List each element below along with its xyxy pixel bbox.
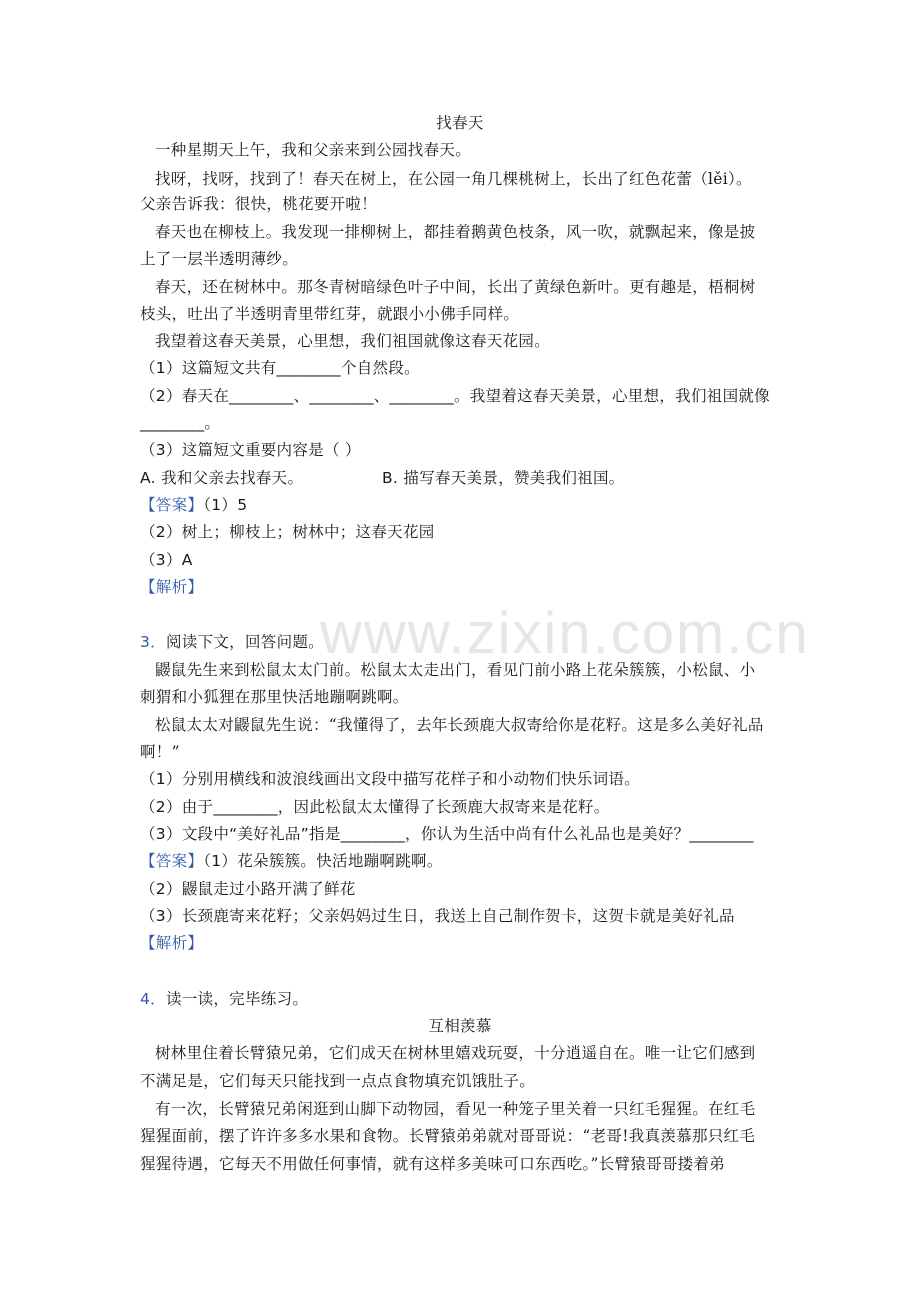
question-1: （1）分别用横线和波浪线画出文段中描写花样子和小动物们快乐词语。	[140, 770, 640, 788]
paragraph-continued: 啊！”	[140, 743, 180, 761]
answer-row	[140, 495, 790, 515]
paragraph: 找呀，找呀，找到了！春天在树上，在公园一角几棵桃树上，长出了红色花蕾（lěi）。	[155, 170, 752, 188]
question-2: （2）由于________，因此松鼠太太懂得了长颈鹿大叔寄来是花籽。	[140, 798, 610, 816]
option-a: A. 我和父亲去找春天。	[140, 469, 304, 487]
question-header	[140, 989, 790, 1009]
analysis-tag: 【解析】	[140, 934, 204, 952]
question-1: （1）这篇短文共有________个自然段。	[140, 359, 420, 377]
passage-title: 互相羡慕	[428, 1017, 492, 1035]
watermark: www.zixin.com.cn	[320, 601, 810, 666]
paragraph: 树林里住着长臂猿兄弟，它们成天在树林里嬉戏玩耍，十分逍遥自在。唯一让它们感到	[155, 1044, 756, 1062]
paragraph: 一种星期天上午，我和父亲来到公园找春天。	[155, 141, 472, 159]
question-3: （3）这篇短文重要内容是（ ）	[140, 441, 361, 459]
answer-2: （2）树上；柳枝上；树林中；这春天花园	[140, 523, 435, 541]
answer-3: （3）A	[140, 551, 193, 569]
paragraph-continued: 猩猩待遇，它每天不用做任何事情，就有这样多美味可口东西吃。”长臂猿哥哥搂着弟	[140, 1155, 726, 1173]
paragraph: 松鼠太太对鼹鼠先生说：“我懂得了，去年长颈鹿大叔寄给你是花籽。这是多么美好礼品	[155, 716, 764, 734]
question-prompt: 读一读，完毕练习。	[165, 990, 309, 1008]
passage-title: 找春天	[436, 114, 484, 132]
answer-3: （3）长颈鹿寄来花籽；父亲妈妈过生日，我送上自己制作贺卡，这贺卡就是美好礼品	[140, 907, 735, 925]
paragraph: 春天，还在树林中。那冬青树暗绿色叶子中间，长出了黄绿色新叶。更有趣是，梧桐树	[155, 278, 756, 296]
answer-2: （2）鼹鼠走过小路开满了鲜花	[140, 880, 356, 898]
question-number: 3．	[140, 633, 166, 651]
paragraph-continued: 父亲告诉我：很快，桃花要开啦！	[140, 195, 378, 213]
paragraph-continued: 枝头，吐出了半透明青里带红芽，就跟小小佛手同样。	[140, 305, 520, 323]
paragraph: 春天也在柳枝上。我发现一排柳树上，都挂着鹅黄色枝条，风一吹，就飘起来，像是披	[155, 223, 756, 241]
question-prompt: 阅读下文，回答问题。	[165, 633, 324, 651]
paragraph: 有一次，长臂猿兄弟闲逛到山脚下动物园，看见一种笼子里关着一只红毛猩猩。在红毛	[155, 1100, 756, 1118]
question-header	[140, 632, 790, 652]
paragraph: 我望着这春天美景，心里想，我们祖国就像这春天花园。	[155, 332, 551, 350]
question-2: （2）春天在________、________、________。我望着这春天美景，心里想，我们祖国就像	[140, 387, 770, 405]
answer-tag: 【答案】	[140, 852, 204, 870]
paragraph: 鼹鼠先生来到松鼠太太门前。松鼠太太走出门，看见门前小路上花朵簇簇，小松鼠、小	[155, 661, 756, 679]
question-number: 4．	[140, 990, 166, 1008]
paragraph-continued: 上了一层半透明薄纱。	[140, 250, 299, 268]
analysis-tag: 【解析】	[140, 578, 204, 596]
answer-1: （1）花朵簇簇。快活地蹦啊跳啊。	[203, 852, 443, 870]
option-b: B. 描写春天美景，赞美我们祖国。	[382, 469, 625, 487]
answer-tag: 【答案】	[140, 496, 204, 514]
paragraph-continued: 猩猩面前，摆了许许多多水果和食物。长臂猿弟弟就对哥哥说：“老哥!我真羡慕那只红毛	[140, 1127, 756, 1145]
question-2-continued: ________。	[140, 414, 221, 432]
question-3: （3）文段中“美好礼品”指是________，你认为生活中尚有什么礼品也是美好？________	[140, 825, 754, 843]
answer-row	[140, 851, 790, 871]
answer-1: （1）5	[203, 496, 248, 514]
paragraph-continued: 不满足是，它们每天只能找到一点点食物填充饥饿肚子。	[140, 1072, 536, 1090]
paragraph-continued: 刺猬和小狐狸在那里快活地蹦啊跳啊。	[140, 688, 409, 706]
